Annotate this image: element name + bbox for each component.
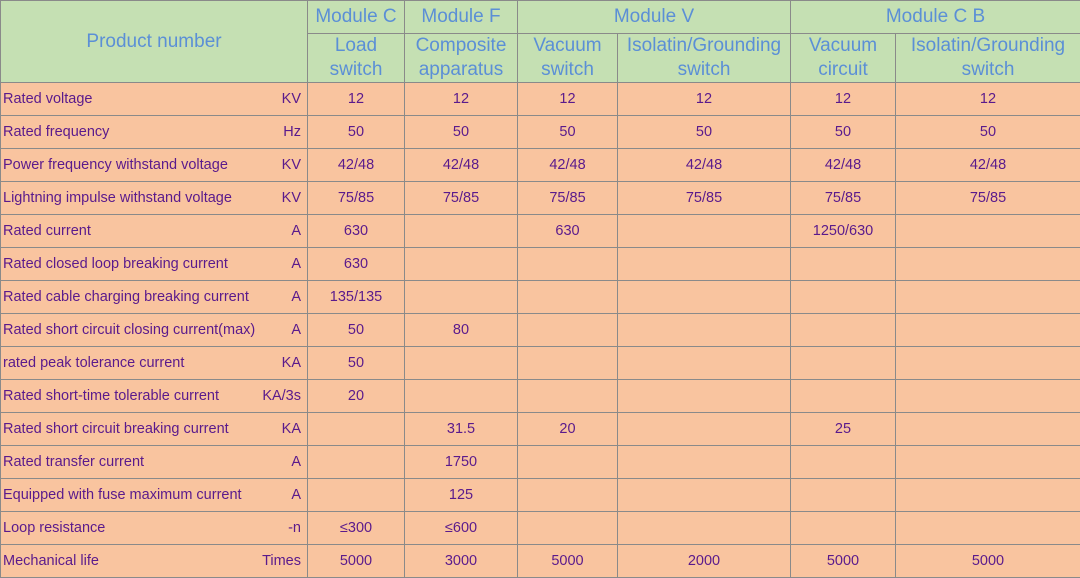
module-c-header: Module C	[308, 1, 405, 34]
parameter-unit: A	[291, 256, 301, 272]
parameter-name: Equipped with fuse maximum current	[3, 487, 242, 503]
value-cell	[896, 446, 1080, 479]
parameter-unit: KV	[282, 157, 301, 173]
parameter-cell	[1, 83, 308, 116]
value-cell	[618, 248, 791, 281]
value-cell: 135/135	[308, 281, 405, 314]
value-cell	[405, 380, 518, 413]
value-cell	[896, 215, 1080, 248]
value-cell	[896, 413, 1080, 446]
module-v-header: Module V	[518, 1, 791, 34]
value-cell	[308, 479, 405, 512]
value-cell: 50	[308, 347, 405, 380]
value-cell: 31.5	[405, 413, 518, 446]
parameter-cell	[1, 314, 308, 347]
parameter-name: Lightning impulse withstand voltage	[3, 190, 232, 206]
parameter-unit: A	[291, 289, 301, 305]
value-cell: 5000	[308, 545, 405, 578]
value-cell	[308, 413, 405, 446]
table-row	[1, 149, 1080, 182]
parameter-cell	[1, 116, 308, 149]
parameter-unit: A	[291, 322, 301, 338]
parameter-cell	[1, 182, 308, 215]
value-cell: 12	[518, 83, 618, 116]
value-cell	[896, 314, 1080, 347]
parameter-cell	[1, 413, 308, 446]
parameter-name: Rated frequency	[3, 124, 109, 140]
value-cell: 3000	[405, 545, 518, 578]
value-cell: 42/48	[618, 149, 791, 182]
parameter-unit: A	[291, 223, 301, 239]
value-cell: 50	[896, 116, 1080, 149]
parameter-name: Rated short-time tolerable current	[3, 388, 219, 404]
table-row	[1, 83, 1080, 116]
value-cell: 75/85	[618, 182, 791, 215]
subheader-vacuum-switch: Vacuum switch	[518, 34, 618, 83]
value-cell	[791, 512, 896, 545]
value-cell: 50	[518, 116, 618, 149]
value-cell: 630	[308, 248, 405, 281]
value-cell	[618, 314, 791, 347]
parameter-cell	[1, 248, 308, 281]
value-cell: ≤600	[405, 512, 518, 545]
value-cell: 630	[308, 215, 405, 248]
value-cell	[791, 314, 896, 347]
table-row	[1, 380, 1080, 413]
value-cell	[405, 248, 518, 281]
value-cell: 50	[791, 116, 896, 149]
value-cell	[518, 380, 618, 413]
value-cell	[618, 215, 791, 248]
value-cell	[518, 281, 618, 314]
parameter-name: Rated closed loop breaking current	[3, 256, 228, 272]
parameter-unit: KA	[282, 355, 301, 371]
parameter-unit: KV	[282, 91, 301, 107]
table-row	[1, 248, 1080, 281]
value-cell: 50	[618, 116, 791, 149]
value-cell	[896, 347, 1080, 380]
value-cell	[791, 446, 896, 479]
value-cell: 42/48	[308, 149, 405, 182]
value-cell	[518, 314, 618, 347]
value-cell: 5000	[791, 545, 896, 578]
value-cell	[896, 380, 1080, 413]
parameter-name: Loop resistance	[3, 520, 105, 536]
parameter-name: Power frequency withstand voltage	[3, 157, 228, 173]
value-cell	[518, 347, 618, 380]
parameter-name: Rated cable charging breaking current	[3, 289, 249, 305]
value-cell	[791, 479, 896, 512]
value-cell: 75/85	[405, 182, 518, 215]
value-cell	[518, 248, 618, 281]
table-row	[1, 314, 1080, 347]
value-cell: 5000	[896, 545, 1080, 578]
value-cell	[896, 512, 1080, 545]
value-cell: 1750	[405, 446, 518, 479]
parameter-unit: A	[291, 487, 301, 503]
parameter-cell	[1, 545, 308, 578]
value-cell	[791, 248, 896, 281]
table-row	[1, 347, 1080, 380]
value-cell: ≤300	[308, 512, 405, 545]
value-cell: 12	[896, 83, 1080, 116]
value-cell	[405, 347, 518, 380]
value-cell: 42/48	[405, 149, 518, 182]
subheader-load-switch: Load switch	[308, 34, 405, 83]
parameter-cell	[1, 215, 308, 248]
value-cell: 12	[405, 83, 518, 116]
parameter-cell	[1, 281, 308, 314]
value-cell: 630	[518, 215, 618, 248]
table-row	[1, 116, 1080, 149]
value-cell: 20	[308, 380, 405, 413]
value-cell	[405, 281, 518, 314]
value-cell	[791, 380, 896, 413]
parameter-name: rated peak tolerance current	[3, 355, 184, 371]
subheader-vacuum-circuit: Vacuum circuit	[791, 34, 896, 83]
parameter-cell	[1, 446, 308, 479]
value-cell: 25	[791, 413, 896, 446]
parameter-name: Rated current	[3, 223, 91, 239]
value-cell	[896, 248, 1080, 281]
parameter-name: Mechanical life	[3, 553, 99, 569]
table-row	[1, 413, 1080, 446]
value-cell: 12	[618, 83, 791, 116]
value-cell	[896, 479, 1080, 512]
value-cell: 1250/630	[791, 215, 896, 248]
value-cell	[308, 446, 405, 479]
table-row	[1, 215, 1080, 248]
value-cell: 42/48	[791, 149, 896, 182]
value-cell: 75/85	[308, 182, 405, 215]
value-cell	[618, 380, 791, 413]
parameter-name: Rated voltage	[3, 91, 92, 107]
value-cell: 50	[405, 116, 518, 149]
value-cell	[791, 347, 896, 380]
table-row	[1, 512, 1080, 545]
value-cell	[618, 446, 791, 479]
value-cell: 5000	[518, 545, 618, 578]
parameter-cell	[1, 149, 308, 182]
value-cell: 42/48	[518, 149, 618, 182]
value-cell: 125	[405, 479, 518, 512]
subheader-composite-apparatus: Composite apparatus	[405, 34, 518, 83]
value-cell	[618, 413, 791, 446]
parameter-name: Rated short circuit breaking current	[3, 421, 229, 437]
value-cell	[405, 215, 518, 248]
value-cell	[618, 479, 791, 512]
value-cell: 42/48	[896, 149, 1080, 182]
product-number-header: Product number	[1, 1, 308, 83]
value-cell: 50	[308, 314, 405, 347]
value-cell	[518, 512, 618, 545]
parameter-cell	[1, 380, 308, 413]
value-cell	[518, 446, 618, 479]
value-cell	[618, 347, 791, 380]
table-row	[1, 281, 1080, 314]
parameter-unit: Hz	[283, 124, 301, 140]
value-cell	[618, 512, 791, 545]
parameter-unit: Times	[262, 553, 301, 569]
module-cb-header: Module C B	[791, 1, 1080, 34]
parameter-unit: KV	[282, 190, 301, 206]
table-body	[1, 83, 1080, 578]
subheader-isolating-grounding-switch: Isolatin/Grounding switch	[618, 34, 791, 83]
value-cell	[518, 479, 618, 512]
value-cell	[791, 281, 896, 314]
value-cell: 75/85	[791, 182, 896, 215]
value-cell	[896, 281, 1080, 314]
parameter-cell	[1, 347, 308, 380]
parameter-cell	[1, 479, 308, 512]
parameter-unit: -n	[288, 520, 301, 536]
parameter-unit: KA	[282, 421, 301, 437]
value-cell: 50	[308, 116, 405, 149]
module-f-header: Module F	[405, 1, 518, 34]
table-row	[1, 479, 1080, 512]
table-row	[1, 545, 1080, 578]
parameter-name: Rated transfer current	[3, 454, 144, 470]
value-cell: 12	[791, 83, 896, 116]
value-cell	[618, 281, 791, 314]
value-cell: 2000	[618, 545, 791, 578]
table-row	[1, 446, 1080, 479]
parameter-name: Rated short circuit closing current(max)	[3, 322, 255, 338]
parameter-unit: A	[291, 454, 301, 470]
value-cell: 75/85	[518, 182, 618, 215]
value-cell: 20	[518, 413, 618, 446]
value-cell: 75/85	[896, 182, 1080, 215]
subheader-isolating-grounding-switch-cb: Isolatin/Grounding switch	[896, 34, 1080, 83]
value-cell: 80	[405, 314, 518, 347]
parameter-cell	[1, 512, 308, 545]
table-row	[1, 182, 1080, 215]
parameter-unit: KA/3s	[262, 388, 301, 404]
value-cell: 12	[308, 83, 405, 116]
